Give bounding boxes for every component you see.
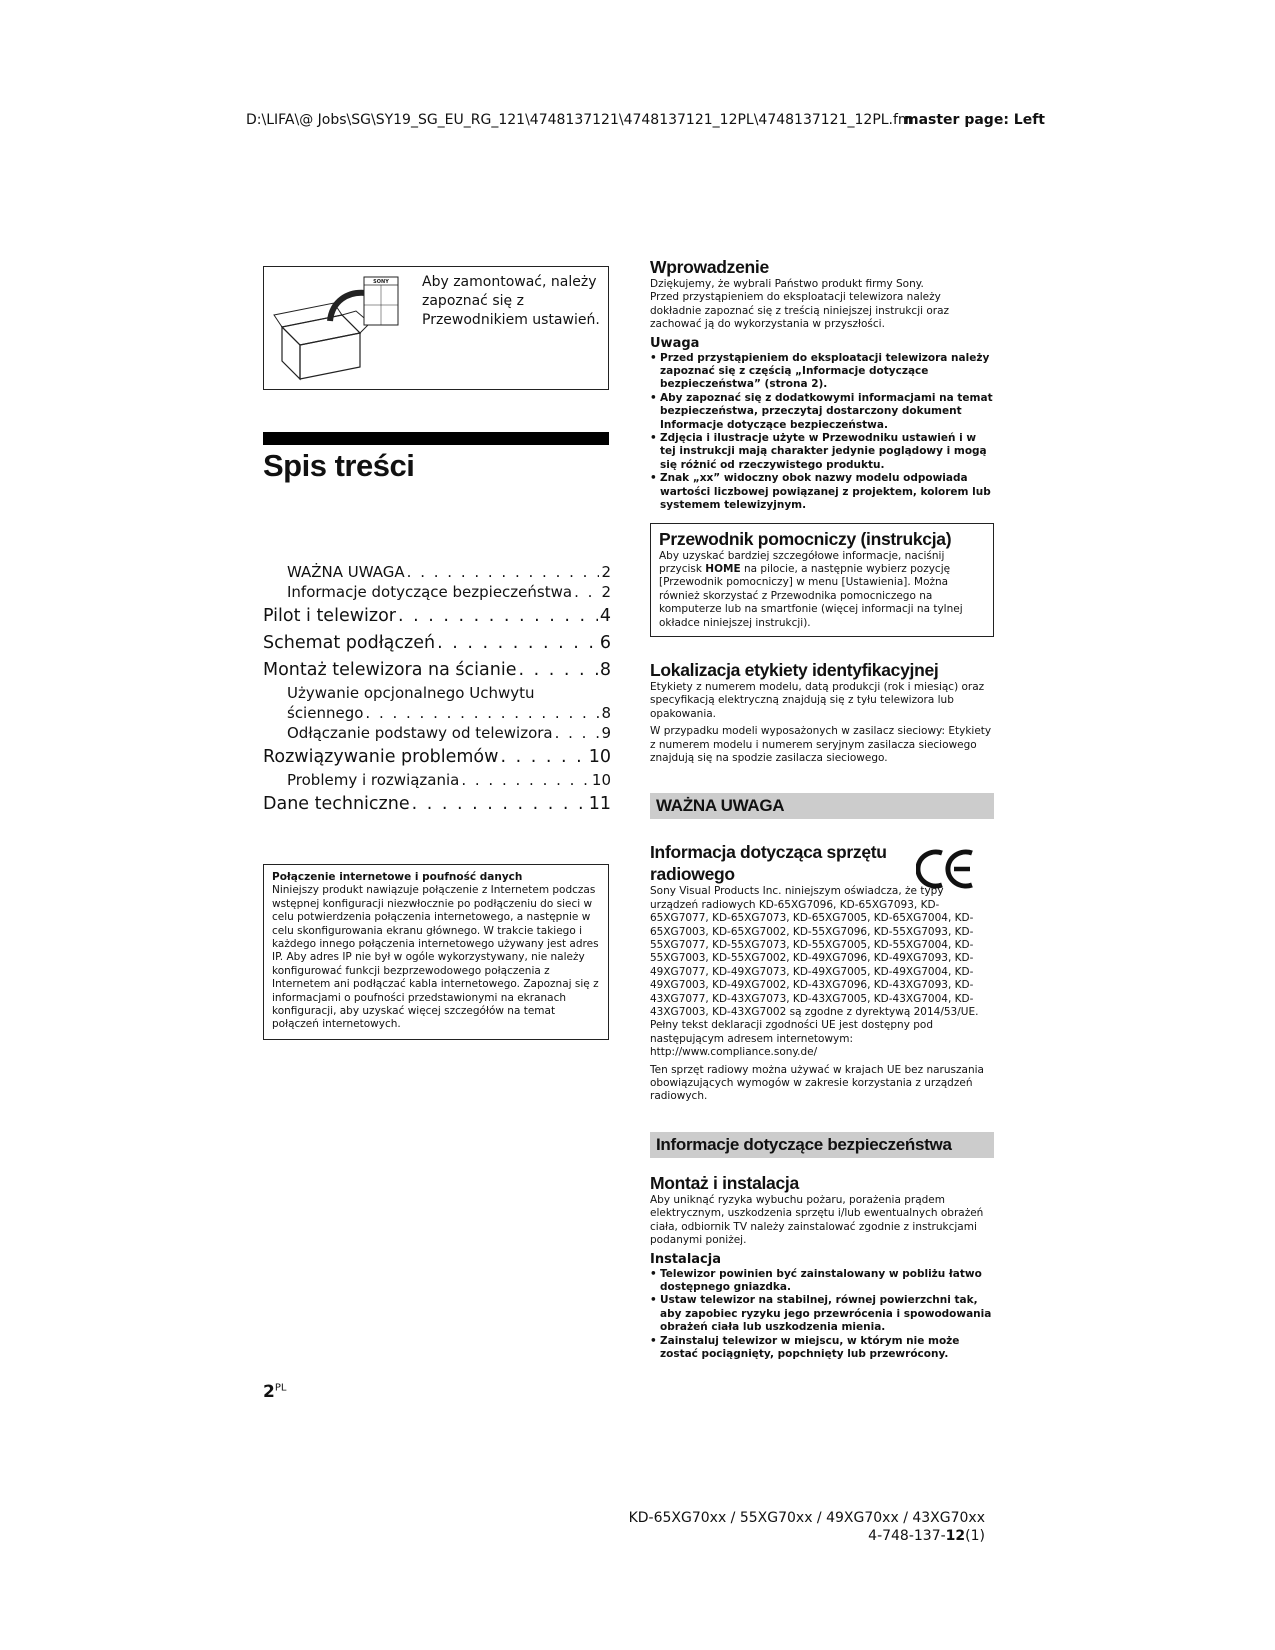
toc-entry-page: 8: [601, 704, 611, 722]
toc-entry-text: Dane techniczne: [263, 794, 410, 814]
installation-text: Aby uniknąć ryzyka wybuchu pożaru, porażenia prądem elektrycznym, uszkodzenia sprzętu i/lub ewentualnych obrażeń ciała, odbiornik TV należy zainstalować zgodnie z instrukcjami podanymi poniżej.: [650, 1193, 984, 1247]
page-number: [263, 1382, 286, 1402]
toc-entry-page: 4: [599, 606, 611, 626]
setup-guide-text: Aby zamontować, należy zapoznać się z Przewodnikiem ustawień.: [422, 274, 600, 328]
toc-entry[interactable]: [263, 657, 611, 683]
toc-entry[interactable]: [263, 630, 611, 656]
toc-entry-text: Informacje dotyczące bezpieczeństwa: [287, 583, 573, 601]
toc-entry-text: ściennego: [287, 704, 364, 722]
list-item: • Aby zapoznać się z dodatkowymi informacjami na temat bezpieczeństwa, przeczytaj dostarczony dokument Informacje dotyczące bezpieczeństwa.: [650, 392, 994, 432]
toc-entry-page: 8: [599, 660, 611, 680]
setup-guide-box: [263, 266, 609, 390]
radio-equipment-text: Ten sprzęt radiowy można używać w krajach UE bez naruszania obowiązujących wymogów w zakresie korzystania z urządzeń radiowych.: [650, 1063, 984, 1103]
list-item: • Telewizor powinien być zainstalowany w pobliżu łatwo dostępnego gniazdka.: [650, 1268, 994, 1295]
toc-entry-text: Odłączanie podstawy od telewizora: [287, 724, 553, 742]
intro-text: Przed przystąpieniem do eksploatacji telewizora należy dokładnie zapoznać się z treścią niniejszej instrukcji oraz zachować ją do wykorzystania w przyszłości.: [650, 291, 950, 331]
internet-privacy-box: [263, 864, 609, 1040]
important-notice-heading: WAŻNA UWAGA: [656, 796, 785, 816]
help-guide-text: Aby uzyskać bardziej szczegółowe informacje, naciśnij przycisk HOME na pilocie, a następnie wybierz pozycję [Przewodnik pomocniczy] w menu [Ustawienia]. Można również skorzystać z Przewodnika pomocniczego na komputerze lub na smartfonie (więcej informacji na tylnej okładce niniejszej instrukcji).: [659, 549, 963, 629]
toc-entry-line1[interactable]: Używanie opcjonalnego Uchwytu: [287, 684, 535, 702]
safety-info-heading: Informacje dotyczące bezpieczeństwa: [656, 1134, 952, 1154]
toc-entry[interactable]: [263, 723, 611, 743]
safety-info-bar: [650, 1132, 994, 1158]
toc-title: Spis treści: [263, 448, 415, 483]
toc-entry[interactable]: [263, 582, 611, 602]
toc-entry-text: Pilot i telewizor: [263, 606, 396, 626]
toc-entry-page: 2: [601, 563, 611, 581]
toc-entry-text: WAŻNA UWAGA: [287, 563, 405, 581]
toc-entry-page: 9: [601, 724, 611, 742]
list-item: • Przed przystąpieniem do eksploatacji telewizora należy zapoznać się z częścią „Informacje dotyczące bezpieczeństwa” (strona 2).: [650, 352, 994, 392]
home-key-label: HOME: [705, 562, 741, 575]
toc-entry[interactable]: [263, 791, 611, 817]
document-code-bold: 12: [945, 1528, 966, 1544]
label-location-text: W przypadku modeli wyposażonych w zasilacz sieciowy: Etykiety z numerem modelu i numerem seryjnym zasilacza sieciowego znajdują się na spodzie zasilacza sieciowego.: [650, 725, 992, 764]
intro-text: Dziękujemy, że wybrali Państwo produkt firmy Sony.: [650, 278, 924, 290]
master-page-label: master page: Left: [904, 112, 1045, 128]
toc-entry-text: Rozwiązywanie problemów: [263, 747, 499, 767]
list-item: • Znak „xx” widoczny obok nazwy modelu odpowiada wartości liczbowej powiązanej z projektem, kolorem lub systemem telewizyjnym.: [650, 472, 994, 512]
toc-entry[interactable]: [263, 744, 611, 770]
help-guide-heading: Przewodnik pomocniczy (instrukcja): [659, 528, 952, 549]
list-item: • Ustaw telewizor na stabilnej, równej powierzchni tak, aby zapobiec ryzyku jego przewrócenia i spowodowania obrażeń ciała lub uszkodzenia mienia.: [650, 1294, 994, 1334]
installation-list: [650, 1268, 994, 1362]
toc-entry[interactable]: [263, 562, 611, 582]
internet-privacy-title: Połączenie internetowe i poufność danych: [272, 871, 523, 883]
note-heading: Uwaga: [650, 335, 700, 351]
ce-mark-icon: [916, 847, 976, 891]
table-of-contents: [263, 562, 611, 817]
label-location-heading: Lokalizacja etykiety identyfikacyjnej: [650, 659, 939, 680]
toc-entry-text: Problemy i rozwiązania: [287, 771, 460, 789]
help-guide-box: [650, 523, 994, 637]
toc-entry-page: 6: [599, 633, 611, 653]
toc-entry-text: Montaż telewizora na ścianie: [263, 660, 517, 680]
toc-entry[interactable]: [263, 603, 611, 629]
toc-divider-bar: [263, 432, 609, 445]
tv-box-illustration-icon: [272, 275, 400, 385]
toc-entry-page: 11: [588, 794, 611, 814]
toc-entry-page: 10: [591, 771, 611, 789]
toc-entry-page: 10: [588, 747, 611, 767]
right-column: [650, 256, 994, 1361]
note-list: [650, 352, 994, 513]
list-item: • Zdjęcia i ilustracje użyte w Przewodniku ustawień i w tej instrukcji mają charakter jedynie poglądowy i mogą się różnić od rzeczywistego produktu.: [650, 432, 994, 472]
installation-heading: Montaż i instalacja: [650, 1172, 799, 1193]
radio-equipment-text: Sony Visual Products Inc. niniejszym oświadcza, że typy urządzeń radiowych KD-65XG7096, KD-65XG7093, KD-65XG7077, KD-65XG7073, KD-65XG7005, KD-65XG7004, KD-65XG7003, KD-65XG7002, KD-55XG7096, KD-55XG7093, KD-55XG7077, KD-55XG7073, KD-55XG7005, KD-55XG7004, KD-55XG7003, KD-55XG7002, KD-49XG7096, KD-49XG7093, KD-49XG7077, KD-49XG7073, KD-49XG7005, KD-49XG7004, KD-49XG7003, KD-49XG7002, KD-43XG7096, KD-43XG7093, KD-43XG7077, KD-43XG7073, KD-43XG7005, KD-43XG7004, KD-43XG7003, KD-43XG7002 są zgodne z dyrektywą 2014/53/UE. Pełny tekst deklaracji zgodności UE jest dostępny pod następującym adresem internetowym: http://www.compliance.sony.de/: [650, 885, 979, 1059]
list-item: • Zainstaluj telewizor w miejscu, w którym nie może zostać pociągnięty, popchnięty lub przewrócony.: [650, 1335, 994, 1362]
radio-equipment-section: [650, 841, 994, 1104]
toc-entry-page: 2: [601, 583, 611, 601]
page-number-suffix: PL: [274, 1382, 287, 1394]
page-number-value: 2: [263, 1382, 275, 1402]
internet-privacy-body: Niniejszy produkt nawiązuje połączenie z Internetem podczas wstępnej konfiguracji niezwłocznie po podłączeniu do sieci w celu potwierdzenia połączenia internetowego, a następnie w celu skonfigurowania ekranu głównego. W trakcie takiego i każdego innego połączenia internetowego używany jest adres IP. Aby adres IP nie był w ogóle wykorzystywany, nie należy konfigurować funkcji bezprzewodowego połączenia z Internetem ani podłączać kabla internetowego. Zapoznaj się z informacjami o poufności przedstawionymi na ekranach konfiguracji, aby uzyskać więcej szczegółów na temat połączeń internetowych.: [272, 884, 599, 1031]
file-path: D:\LIFA\@ Jobs\SG\SY19_SG_EU_RG_121\4748137121\4748137121_12PL\4748137121_12PL.fm: [246, 112, 912, 128]
brand-text: SONY: [373, 279, 389, 285]
model-numbers: KD-65XG70xx / 55XG70xx / 49XG70xx / 43XG70xx: [628, 1510, 985, 1526]
document-code: 4-748-137-12(1): [868, 1528, 985, 1544]
toc-entry-text: Schemat podłączeń: [263, 633, 436, 653]
toc-entry[interactable]: [263, 703, 611, 723]
important-notice-bar: [650, 793, 994, 819]
radio-equipment-heading: Informacja dotycząca sprzętu radiowego: [650, 842, 887, 885]
intro-heading: Wprowadzenie: [650, 257, 769, 277]
installation-subheading: Instalacja: [650, 1251, 721, 1267]
label-location-text: Etykiety z numerem modelu, datą produkcji (rok i miesiąc) oraz specyfikacją elektryczną znajdują się z tyłu telewizora lub opakowania.: [650, 680, 985, 720]
toc-entry[interactable]: [263, 770, 611, 790]
